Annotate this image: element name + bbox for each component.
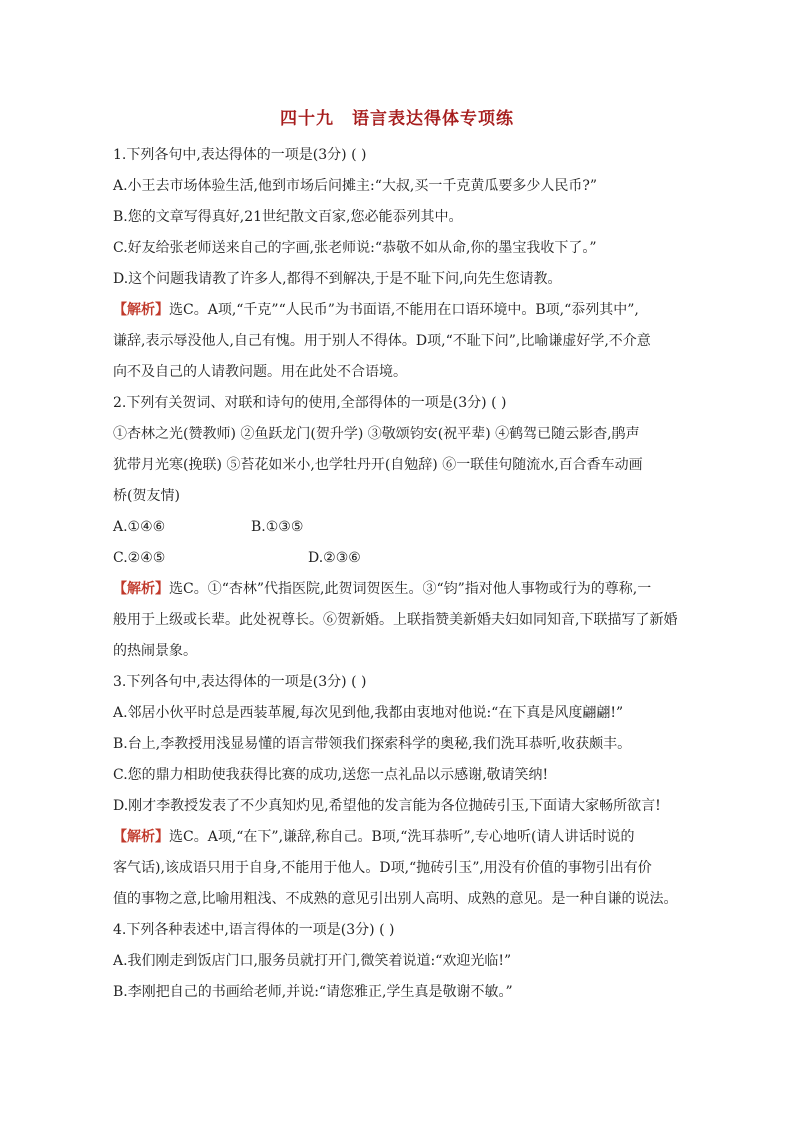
q4-option-a: A.我们刚走到饭店门口,服务员就打开门,微笑着说道:“欢迎光临!” <box>113 953 512 969</box>
q2-item-line: ①杏林之光(赞教师) ②鱼跃龙门(贺升学) ③敬颂钧安(祝平辈) ④鹤驾已随云影杳,鹃声 <box>113 426 640 442</box>
q3-analysis-line: 客气话),该成语只用于自身,不能用于他人。D项,“抛砖引玉”,用没有价值的事物引出有价 <box>113 860 652 876</box>
analysis-label: 【解析】 <box>113 829 169 845</box>
title-text: 语言表达得体专项练 <box>352 109 514 129</box>
q1-stem: 1.下列各句中,表达得体的一项是(3分) ( ) <box>113 147 367 163</box>
q2-options-row-2 <box>113 543 683 574</box>
q3-stem: 3.下列各句中,表达得体的一项是(3分) ( ) <box>113 674 367 690</box>
analysis-text: 选C。A项,“在下”,谦辞,称自己。B项,“洗耳恭听”,专心地听(请人讲话时说的 <box>169 829 635 845</box>
q1-analysis-line <box>113 295 683 326</box>
q2-item-line: 犹带月光寒(挽联) ⑤苔花如米小,也学牡丹开(自勉辞) ⑥一联佳句随流水,百合香车动画 <box>113 457 643 473</box>
q4-stem: 4.下列各种表述中,语言得体的一项是(3分) ( ) <box>113 922 395 938</box>
q3-option-c: C.您的鼎力相助使我获得比赛的成功,送您一点礼品以示感谢,敬请笑纳! <box>113 767 549 783</box>
q2-analysis-line <box>113 574 683 605</box>
q3-analysis-line: 值的事物之意,比喻用粗浅、不成熟的意见引出别人高明、成熟的意见。是一种自谦的说法。 <box>113 891 678 907</box>
document-body <box>113 140 683 1008</box>
q2-item-line: 桥(贺友情) <box>113 488 180 504</box>
q2-option-c: C.②④⑤ <box>113 550 166 566</box>
q2-option-a: A.①④⑥ <box>113 519 166 535</box>
q1-option-b: B.您的文章写得真好,21世纪散文百家,您必能忝列其中。 <box>113 209 463 225</box>
q2-analysis-line: 的热闹景象。 <box>113 643 197 659</box>
q2-stem: 2.下列有关贺词、对联和诗句的使用,全部得体的一项是(3分) ( ) <box>113 395 507 411</box>
q1-option-a: A.小王去市场体验生活,他到市场后问摊主:“大叔,买一千克黄瓜要多少人民币?” <box>113 178 597 194</box>
q3-option-d: D.刚才李教授发表了不少真知灼见,希望他的发言能为各位抛砖引玉,下面请大家畅所欲言! <box>113 798 661 814</box>
q3-option-a: A.邻居小伙平时总是西装革履,每次见到他,我都由衷地对他说:“在下真是风度翩翩!” <box>113 705 624 721</box>
analysis-text: 选C。A项,“千克”“人民币”为书面语,不能用在口语环境中。B项,“忝列其中”, <box>169 302 639 318</box>
q2-option-d: D.②③⑥ <box>308 550 361 566</box>
q3-option-b: B.台上,李教授用浅显易懂的语言带领我们探索科学的奥秘,我们洗耳恭听,收获颇丰。 <box>113 736 632 752</box>
analysis-label: 【解析】 <box>113 581 169 597</box>
q1-analysis-line: 谦辞,表示辱没他人,自己有愧。用于别人不得体。D项,“不耻下问”,比喻谦虚好学,不介意 <box>113 333 651 349</box>
q1-option-d: D.这个问题我请教了许多人,都得不到解决,于是不耻下问,向先生您请教。 <box>113 271 562 287</box>
q4-option-b: B.李刚把自己的书画给老师,并说:“请您雅正,学生真是敬谢不敏。” <box>113 984 513 1000</box>
title-number: 四十九 <box>280 109 334 129</box>
q2-options-row-1 <box>113 512 683 543</box>
analysis-text: 选C。①“杏林”代指医院,此贺词贺医生。③“钧”指对他人事物或行为的尊称,一 <box>169 581 652 597</box>
analysis-label: 【解析】 <box>113 302 169 318</box>
page-title <box>0 104 794 129</box>
q2-analysis-line: 般用于上级或长辈。此处祝尊长。⑥贺新婚。上联指赞美新婚夫妇如同知音,下联描写了新婚 <box>113 612 678 628</box>
q1-option-c: C.好友给张老师送来自己的字画,张老师说:“恭敬不如从命,你的墨宝我收下了。” <box>113 240 597 256</box>
q3-analysis-line <box>113 822 683 853</box>
q2-option-b: B.①③⑤ <box>251 519 304 535</box>
q1-analysis-line: 向不及自己的人请教问题。用在此处不合语境。 <box>113 364 407 380</box>
